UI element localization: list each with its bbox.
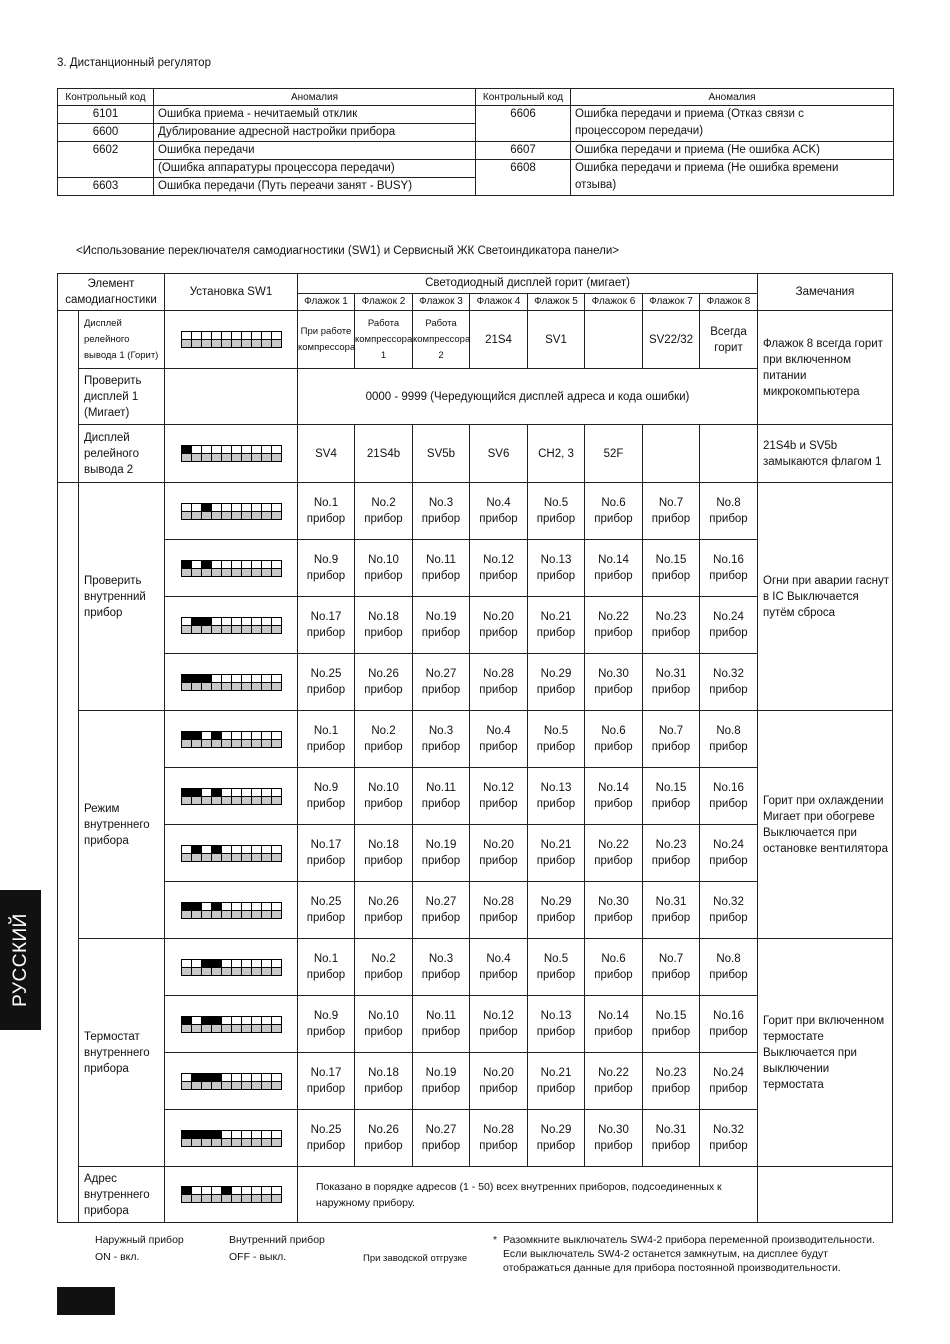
sw1-dip-switch-icon	[181, 617, 282, 634]
unit-cell: No.23 прибор	[643, 825, 700, 882]
unit-cell: No.11 прибор	[413, 996, 470, 1053]
unit-cell: No.32 прибор	[700, 654, 758, 711]
led-value: Работа компрессора 1	[355, 311, 413, 369]
error-text: Ошибка передачи	[154, 142, 476, 160]
col-header-code: Контрольный код	[58, 89, 154, 106]
led-value: SV1	[528, 311, 585, 369]
error-code: 6101	[58, 106, 154, 124]
sw1-dip-switch-icon	[181, 1016, 282, 1033]
unit-cell: No.26 прибор	[355, 654, 413, 711]
unit-cell: No.16 прибор	[700, 768, 758, 825]
col-header-anomaly: Аномалия	[154, 89, 476, 106]
unit-cell: No.32 прибор	[700, 1110, 758, 1167]
unit-cell: No.21 прибор	[528, 597, 585, 654]
led-value: SV5b	[413, 425, 470, 483]
error-text: Ошибка передачи и приема (Отказ связи с процессором передачи)	[571, 106, 894, 142]
unit-cell: No.22 прибор	[585, 1053, 643, 1110]
header-notes: Замечания	[758, 274, 893, 311]
unit-cell: No.32 прибор	[700, 882, 758, 939]
led-value: CH2, 3	[528, 425, 585, 483]
header-led: Светодиодный дисплей горит (мигает)	[298, 274, 758, 294]
unit-cell: No.19 прибор	[413, 597, 470, 654]
unit-cell: No.25 прибор	[298, 882, 355, 939]
error-text: Ошибка передачи и приема (Не ошибка времени отзыва)	[571, 160, 894, 196]
led-value: SV6	[470, 425, 528, 483]
footer-note-line2: Если выключатель SW4-2 останется замкнутым, на дисплее будут	[503, 1248, 828, 1260]
unit-cell: No.14 прибор	[585, 996, 643, 1053]
col-header-code: Контрольный код	[476, 89, 571, 106]
self-diagnostics-table	[57, 273, 893, 1223]
unit-cell: No.12 прибор	[470, 540, 528, 597]
unit-cell: No.19 прибор	[413, 825, 470, 882]
unit-cell: No.13 прибор	[528, 540, 585, 597]
unit-cell: No.20 прибор	[470, 597, 528, 654]
row-label: Проверить дисплей 1 (Мигает)	[79, 369, 165, 425]
error-code: 6607	[476, 142, 571, 160]
col-header-anomaly: Аномалия	[571, 89, 894, 106]
left-margin-cell	[58, 311, 79, 483]
unit-cell: No.26 прибор	[355, 1110, 413, 1167]
footer-note-star: *	[493, 1234, 498, 1246]
unit-cell: No.12 прибор	[470, 996, 528, 1053]
unit-cell: No.3 прибор	[413, 939, 470, 996]
unit-cell: No.4 прибор	[470, 483, 528, 540]
unit-cell: No.20 прибор	[470, 825, 528, 882]
led-value	[643, 425, 700, 483]
unit-cell: No.1 прибор	[298, 711, 355, 768]
unit-cell: No.10 прибор	[355, 996, 413, 1053]
unit-cell: No.8 прибор	[700, 483, 758, 540]
error-code-table	[57, 88, 894, 196]
unit-cell: No.24 прибор	[700, 825, 758, 882]
unit-cell: No.10 прибор	[355, 768, 413, 825]
sw1-dip-switch-icon	[181, 331, 282, 348]
error-text: (Ошибка аппаратуры процессора передачи)	[154, 160, 476, 178]
unit-cell: No.23 прибор	[643, 597, 700, 654]
row-note: 21S4b и SV5b замыкаются флагом 1	[758, 425, 893, 483]
unit-cell: No.6 прибор	[585, 483, 643, 540]
error-text: Дублирование адресной настройки прибора	[154, 124, 476, 142]
unit-cell: No.18 прибор	[355, 825, 413, 882]
group-label: Термостат внутреннего прибора	[79, 939, 165, 1167]
section-title: 3. Дистанционный регулятор	[57, 57, 211, 69]
unit-cell: No.16 прибор	[700, 540, 758, 597]
sw1-dip-switch-icon	[181, 560, 282, 577]
footer-factory: При заводской отгрузке	[363, 1253, 468, 1264]
unit-cell: No.7 прибор	[643, 939, 700, 996]
unit-cell: No.16 прибор	[700, 996, 758, 1053]
footer-outdoor: Наружный прибор	[95, 1234, 184, 1246]
unit-cell: No.4 прибор	[470, 939, 528, 996]
unit-cell: No.15 прибор	[643, 768, 700, 825]
led-value: 0000 - 9999 (Чередующийся дисплей адреса и кода ошибки)	[298, 369, 758, 425]
group-note: Огни при аварии гаснут в IC Выключается путём сброса	[758, 483, 893, 711]
unit-cell: No.19 прибор	[413, 1053, 470, 1110]
address-value: Показано в порядке адресов (1 - 50) всех внутренних приборов, подсоединенных к наружному прибору.	[298, 1167, 758, 1223]
sw1-dip-switch-icon	[181, 503, 282, 520]
footer-off: OFF - выкл.	[229, 1251, 287, 1263]
unit-cell: No.15 прибор	[643, 996, 700, 1053]
unit-cell: No.21 прибор	[528, 825, 585, 882]
left-margin-cell	[58, 483, 79, 1223]
unit-cell: No.7 прибор	[643, 711, 700, 768]
unit-cell: No.11 прибор	[413, 540, 470, 597]
error-text: Ошибка передачи (Путь переачи занят - BUSY)	[154, 178, 476, 196]
led-value: Работа компрессора 2	[413, 311, 470, 369]
unit-cell: No.2 прибор	[355, 483, 413, 540]
header-element: Элемент самодиагностики	[58, 274, 165, 311]
flag-header: Флажок 3	[413, 293, 470, 310]
flag-header: Флажок 2	[355, 293, 413, 310]
unit-cell: No.10 прибор	[355, 540, 413, 597]
led-value: SV4	[298, 425, 355, 483]
led-value: При работе компрессора	[298, 311, 355, 369]
footer-indoor: Внутренний прибор	[229, 1234, 325, 1246]
flag-header: Флажок 7	[643, 293, 700, 310]
error-code: 6602	[58, 142, 154, 178]
language-tab: РУССКИЙ	[0, 890, 41, 1030]
unit-cell: No.22 прибор	[585, 597, 643, 654]
unit-cell: No.28 прибор	[470, 882, 528, 939]
led-value	[700, 425, 758, 483]
unit-cell: No.18 прибор	[355, 1053, 413, 1110]
unit-cell: No.30 прибор	[585, 1110, 643, 1167]
diagnostics-subtitle: <Использование переключателя самодиагностики (SW1) и Сервисный ЖК Светоиндикатора панели>	[76, 245, 619, 257]
unit-cell: No.27 прибор	[413, 654, 470, 711]
led-value: 21S4	[470, 311, 528, 369]
row-label: Дисплей релейного вывода 2	[79, 425, 165, 483]
error-text: Ошибка передачи и приема (Не ошибка ACK)	[571, 142, 894, 160]
unit-cell: No.31 прибор	[643, 882, 700, 939]
unit-cell: No.23 прибор	[643, 1053, 700, 1110]
unit-cell: No.25 прибор	[298, 654, 355, 711]
unit-cell: No.18 прибор	[355, 597, 413, 654]
unit-cell: No.9 прибор	[298, 996, 355, 1053]
sw1-dip-switch-icon	[181, 1130, 282, 1147]
unit-cell: No.24 прибор	[700, 1053, 758, 1110]
group-label: Режим внутреннего прибора	[79, 711, 165, 939]
unit-cell: No.13 прибор	[528, 768, 585, 825]
unit-cell: No.1 прибор	[298, 939, 355, 996]
unit-cell: No.14 прибор	[585, 540, 643, 597]
unit-cell: No.2 прибор	[355, 711, 413, 768]
unit-cell: No.27 прибор	[413, 1110, 470, 1167]
unit-cell: No.26 прибор	[355, 882, 413, 939]
unit-cell: No.21 прибор	[528, 1053, 585, 1110]
unit-cell: No.7 прибор	[643, 483, 700, 540]
unit-cell: No.20 прибор	[470, 1053, 528, 1110]
unit-cell: No.27 прибор	[413, 882, 470, 939]
sw1-dip-switch-icon	[181, 1073, 282, 1090]
unit-cell: No.3 прибор	[413, 483, 470, 540]
unit-cell: No.8 прибор	[700, 939, 758, 996]
footer-note-line1: Разомкните выключатель SW4-2 прибора переменной производительности.	[503, 1234, 875, 1246]
unit-cell: No.1 прибор	[298, 483, 355, 540]
unit-cell: No.11 прибор	[413, 768, 470, 825]
unit-cell: No.3 прибор	[413, 711, 470, 768]
page-number-box	[57, 1287, 115, 1315]
unit-cell: No.5 прибор	[528, 483, 585, 540]
unit-cell: No.28 прибор	[470, 1110, 528, 1167]
error-code: 6603	[58, 178, 154, 196]
unit-cell: No.14 прибор	[585, 768, 643, 825]
unit-cell: No.30 прибор	[585, 654, 643, 711]
unit-cell: No.30 прибор	[585, 882, 643, 939]
sw1-dip-switch-icon	[181, 959, 282, 976]
unit-cell: No.6 прибор	[585, 711, 643, 768]
unit-cell: No.5 прибор	[528, 939, 585, 996]
error-code: 6600	[58, 124, 154, 142]
unit-cell: No.17 прибор	[298, 1053, 355, 1110]
sw1-dip-switch-icon	[181, 845, 282, 862]
led-value	[585, 311, 643, 369]
sw1-dip-switch-icon	[181, 788, 282, 805]
unit-cell: No.22 прибор	[585, 825, 643, 882]
unit-cell: No.8 прибор	[700, 711, 758, 768]
unit-cell: No.28 прибор	[470, 654, 528, 711]
flag-header: Флажок 1	[298, 293, 355, 310]
unit-cell: No.15 прибор	[643, 540, 700, 597]
flag-header: Флажок 4	[470, 293, 528, 310]
unit-cell: No.17 прибор	[298, 825, 355, 882]
unit-cell: No.9 прибор	[298, 540, 355, 597]
led-value: SV22/32	[643, 311, 700, 369]
sw1-dip-switch-icon	[181, 731, 282, 748]
led-value: 52F	[585, 425, 643, 483]
unit-cell: No.12 прибор	[470, 768, 528, 825]
sw1-dip-switch-icon	[181, 902, 282, 919]
error-code: 6606	[476, 106, 571, 142]
unit-cell: No.6 прибор	[585, 939, 643, 996]
led-value: 21S4b	[355, 425, 413, 483]
unit-cell: No.25 прибор	[298, 1110, 355, 1167]
sw1-dip-switch-icon	[181, 1186, 282, 1203]
flag-header: Флажок 6	[585, 293, 643, 310]
error-text: Ошибка приема - нечитаемый отклик	[154, 106, 476, 124]
unit-cell: No.31 прибор	[643, 1110, 700, 1167]
group-label: Проверить внутренний прибор	[79, 483, 165, 711]
unit-cell: No.2 прибор	[355, 939, 413, 996]
sw1-dip-switch-icon	[181, 674, 282, 691]
unit-cell: No.24 прибор	[700, 597, 758, 654]
unit-cell: No.17 прибор	[298, 597, 355, 654]
header-sw1: Установка SW1	[165, 274, 298, 311]
row-label: Адрес внутреннего прибора	[79, 1167, 165, 1223]
footer-note-line3: отображаться данные для прибора постоянной производительности.	[503, 1262, 841, 1274]
flag-header: Флажок 8	[700, 293, 758, 310]
unit-cell: No.31 прибор	[643, 654, 700, 711]
unit-cell: No.13 прибор	[528, 996, 585, 1053]
unit-cell: No.29 прибор	[528, 882, 585, 939]
group-note: Горит при охлаждении Мигает при обогреве Выключается при остановке вентилятора	[758, 711, 893, 939]
led-value: Всегда горит	[700, 311, 758, 369]
row-note: Флажок 8 всегда горит при включенном питании микрокомпьютера	[758, 311, 893, 425]
footer-on: ON - вкл.	[95, 1251, 140, 1263]
unit-cell: No.9 прибор	[298, 768, 355, 825]
row-label: Дисплей релейного вывода 1 (Горит)	[79, 311, 165, 369]
unit-cell: No.4 прибор	[470, 711, 528, 768]
flag-header: Флажок 5	[528, 293, 585, 310]
sw1-dip-switch-icon	[181, 445, 282, 462]
unit-cell: No.5 прибор	[528, 711, 585, 768]
error-code: 6608	[476, 160, 571, 196]
unit-cell: No.29 прибор	[528, 654, 585, 711]
group-note: Горит при включенном термостате Выключается при выключении термостата	[758, 939, 893, 1167]
unit-cell: No.29 прибор	[528, 1110, 585, 1167]
